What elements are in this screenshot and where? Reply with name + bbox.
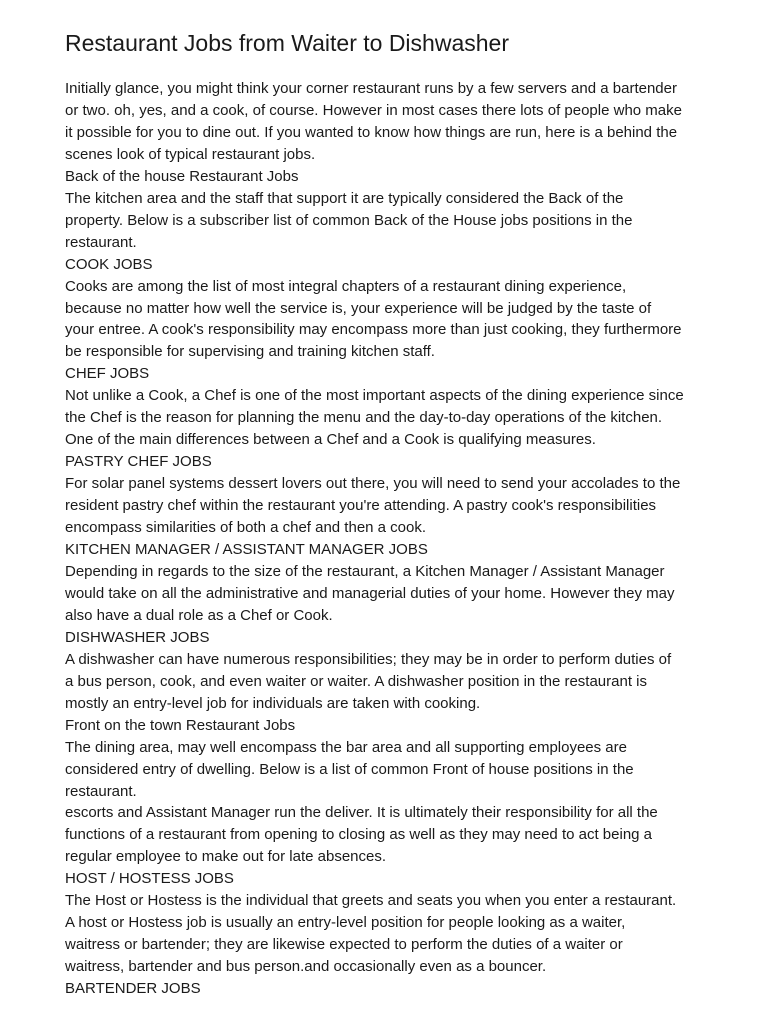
text-line: PASTRY CHEF JOBS bbox=[65, 453, 212, 471]
text-line: The kitchen area and the staff that support it are typically considered the Back of the bbox=[65, 189, 624, 207]
text-line: considered entry of dwelling. Below is a list of common Front of house positions in the bbox=[65, 760, 634, 778]
text-line: COOK JOBS bbox=[65, 255, 153, 273]
text-line: Cooks are among the list of most integral chapters of a restaurant dining experience, bbox=[65, 277, 627, 295]
text-line: KITCHEN MANAGER / ASSISTANT MANAGER JOBS bbox=[65, 541, 428, 559]
page-title: Restaurant Jobs from Waiter to Dishwasher bbox=[65, 30, 509, 56]
text-line: HOST / HOSTESS JOBS bbox=[65, 870, 234, 888]
text-line: mostly an entry-level job for individuals are taken with cooking. bbox=[65, 694, 481, 712]
text-line: A dishwasher can have numerous responsibilities; they may be in order to perform duties of bbox=[65, 650, 672, 668]
text-line: Initially glance, you might think your corner restaurant runs by a few servers and a bartender bbox=[65, 80, 677, 97]
text-line: or two. oh, yes, and a cook, of course. However in most cases there lots of people who make bbox=[65, 101, 682, 119]
text-line: For solar panel systems dessert lovers out there, you will need to send your accolades to the bbox=[65, 475, 681, 493]
text-line: escorts and Assistant Manager run the deliver. It is ultimately their responsibility for all the bbox=[65, 804, 658, 822]
text-line: One of the main differences between a Chef and a Cook is qualifying measures. bbox=[65, 431, 596, 449]
text-line: would take on all the administrative and managerial duties of your home. However they may bbox=[65, 584, 675, 602]
text-line: a bus person, cook, and even waiter or waiter. A dishwasher position in the restaurant is bbox=[65, 672, 647, 690]
text-line: the Chef is the reason for planning the menu and the day-to-day operations of the kitchen. bbox=[65, 409, 663, 427]
text-line: The Host or Hostess is the individual that greets and seats you when you enter a restaurant. bbox=[65, 892, 677, 910]
text-line: waitress or bartender; they are likewise expected to perform the duties of a waiter or bbox=[65, 936, 623, 954]
text-line: property. Below is a subscriber list of common Back of the House jobs positions in the bbox=[65, 211, 633, 229]
text-line: because no matter how well the service is, your experience will be judged by the taste of bbox=[65, 299, 652, 317]
text-line: your entree. A cook's responsibility may encompass more than just cooking, they furthermore bbox=[65, 321, 682, 339]
text-line: A host or Hostess job is usually an entry-level position for people looking as a waiter, bbox=[65, 914, 626, 932]
text-line: Depending in regards to the size of the restaurant, a Kitchen Manager / Assistant Manager bbox=[65, 562, 665, 580]
text-line: waitress, bartender and bus person.and occasionally even as a bouncer. bbox=[65, 958, 547, 976]
text-line: regular employee to make out for late absences. bbox=[65, 848, 387, 866]
text-line: resident pastry chef within the restaurant you're attending. A pastry cook's responsibilities bbox=[65, 497, 657, 515]
text-line: be responsible for supervising and training kitchen staff. bbox=[65, 343, 435, 361]
text-line: also have a dual role as a Chef or Cook. bbox=[65, 606, 333, 624]
text-line: it possible for you to dine out. If you wanted to know how things are run, here is a behind the bbox=[65, 123, 678, 141]
text-line: Not unlike a Cook, a Chef is one of the most important aspects of the dining experience since bbox=[65, 387, 684, 405]
text-line: DISHWASHER JOBS bbox=[65, 628, 210, 646]
text-line: encompass similarities of both a chef and then a cook. bbox=[65, 519, 427, 537]
text-line: The dining area, may well encompass the bar area and all supporting employees are bbox=[65, 738, 627, 756]
text-line: functions of a restaurant from opening to closing as well as they may need to act being a bbox=[65, 826, 653, 844]
text-line: Front on the town Restaurant Jobs bbox=[65, 716, 296, 734]
text-line: CHEF JOBS bbox=[65, 365, 150, 383]
document-body bbox=[65, 78, 708, 1000]
text-line: restaurant. bbox=[65, 782, 137, 800]
text-line: restaurant. bbox=[65, 233, 137, 251]
text-line: Back of the house Restaurant Jobs bbox=[65, 167, 299, 185]
text-line: scenes look of typical restaurant jobs. bbox=[65, 145, 316, 163]
text-line: BARTENDER JOBS bbox=[65, 980, 201, 998]
